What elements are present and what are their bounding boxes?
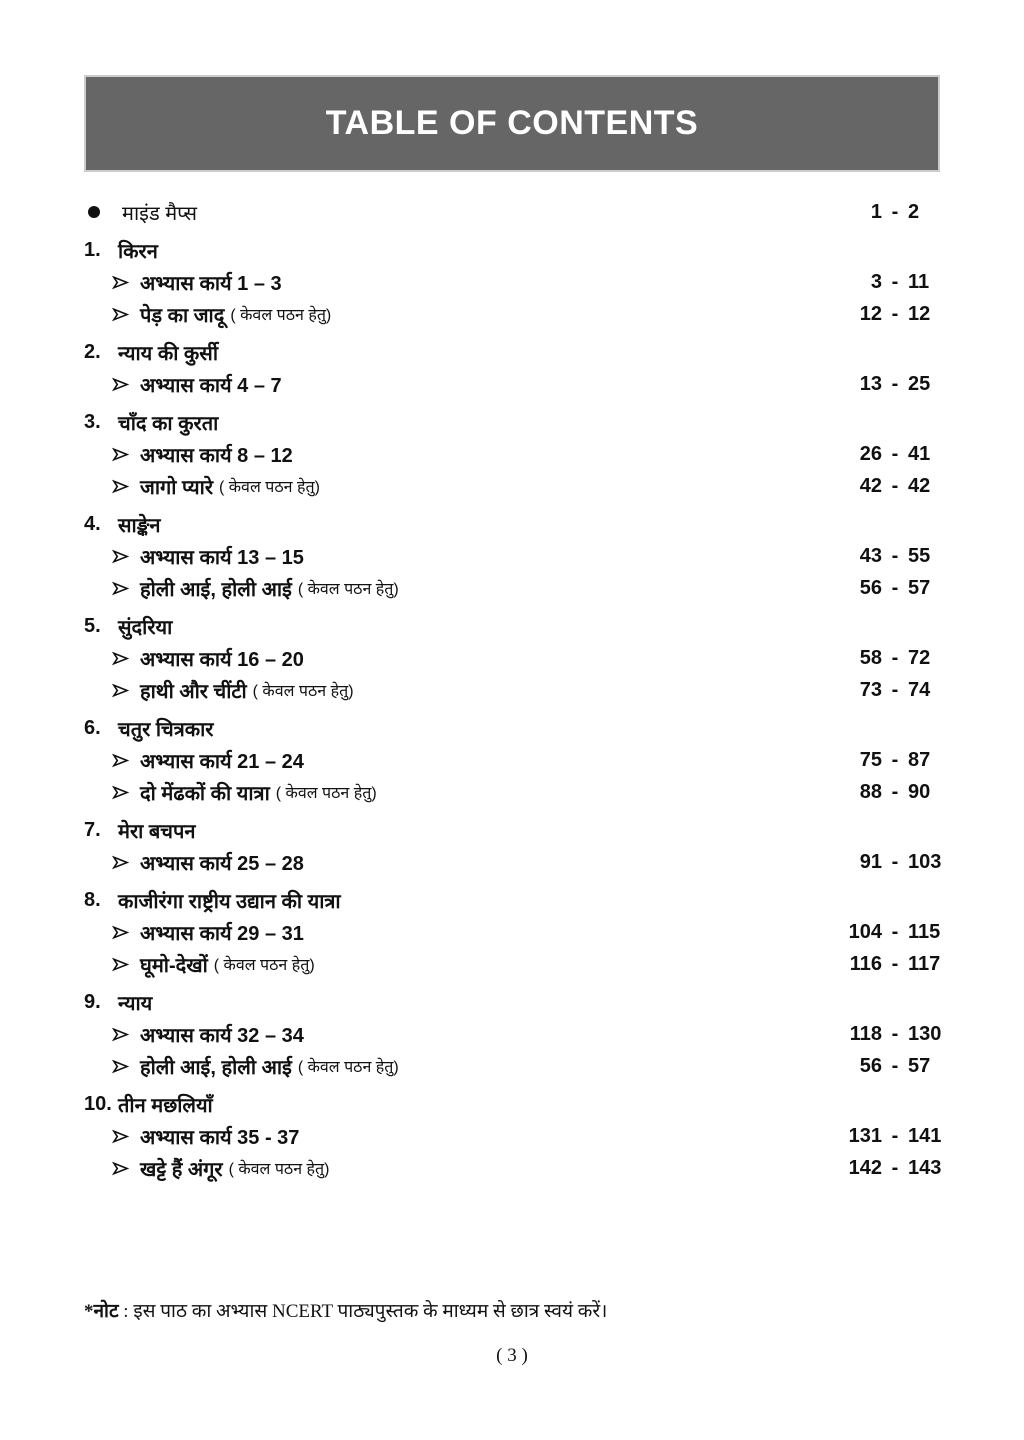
arrowhead-right-icon [112, 1026, 140, 1043]
page-dash: - [891, 748, 899, 771]
sub-item-label: जागो प्यारे [140, 476, 213, 499]
chapter-number: 10. [84, 1092, 112, 1115]
chapter-title: तीन मछलियाँ [118, 1094, 213, 1117]
footnote-text: : इस पाठ का अभ्यास NCERT पाठ्यपुस्तक के माध्यम से छात्र स्वयं करें। [118, 1301, 608, 1322]
chapter-title: चतुर चित्रकार [118, 718, 214, 741]
page-start: 12 [859, 302, 882, 325]
page-start: 75 [859, 748, 882, 771]
toc-sub-row [84, 266, 944, 298]
toc-sub-row [84, 298, 944, 330]
page-dash: - [891, 920, 899, 943]
toc-chapter-row [84, 610, 944, 642]
page-start: 118 [849, 1022, 882, 1045]
page-end: 41 [908, 442, 931, 465]
chapter-title: चाँद का कुरता [118, 412, 219, 435]
sub-item-label: होली आई, होली आई [140, 578, 292, 601]
toc-sub-row [84, 642, 944, 674]
arrowhead-right-icon [112, 376, 140, 393]
arrowhead-right-icon [112, 548, 140, 565]
toc-sub-row [84, 1050, 944, 1082]
arrowhead-right-icon [112, 924, 140, 941]
page-dash: - [891, 646, 899, 669]
page-dash: - [891, 678, 899, 701]
page-end: 130 [908, 1022, 942, 1045]
page-dash: - [891, 302, 899, 325]
sub-item-label: अभ्यास कार्य 21 – 24 [140, 750, 304, 773]
page-start: 73 [859, 678, 882, 701]
page-end: 57 [908, 1054, 931, 1077]
page-dash: - [891, 200, 899, 223]
page-start: 3 [870, 270, 882, 293]
toc-chapter-row [84, 986, 944, 1018]
toc-sub-row [84, 948, 944, 980]
arrowhead-right-icon [112, 446, 140, 463]
sub-item-label: अभ्यास कार्य 32 – 34 [140, 1024, 304, 1047]
page-dash: - [891, 372, 899, 395]
page-dash: - [891, 1054, 899, 1077]
chapter-number: 9. [84, 990, 101, 1013]
page-start: 42 [859, 474, 882, 497]
page-dash: - [891, 474, 899, 497]
sub-item-label: दो मेंढकों की यात्रा [140, 782, 270, 805]
page-end: 87 [908, 748, 931, 771]
toc-chapter-row [84, 712, 944, 744]
toc-sub-row [84, 1120, 944, 1152]
page-end: 141 [908, 1124, 942, 1147]
page-end: 74 [908, 678, 931, 701]
sub-item-label: अभ्यास कार्य 13 – 15 [140, 546, 304, 569]
toc-sub-row [84, 776, 944, 808]
chapter-title: साङ्केन [118, 514, 161, 537]
page-start: 104 [848, 920, 882, 943]
page-end: 115 [908, 920, 941, 943]
chapter-title: काजीरंगा राष्ट्रीय उद्यान की यात्रा [118, 890, 341, 913]
page-end: 143 [908, 1156, 942, 1179]
chapter-title: न्याय [118, 992, 153, 1015]
sub-item-label: अभ्यास कार्य 16 – 20 [140, 648, 304, 671]
sub-item-note: ( केवल पठन हेतु) [213, 957, 315, 974]
page-title: TABLE OF CONTENTS [325, 104, 699, 142]
sub-item-label: होली आई, होली आई [140, 1056, 292, 1079]
page-dash: - [891, 850, 899, 873]
page-dash: - [891, 952, 899, 975]
page-end: 42 [908, 474, 931, 497]
chapter-number: 4. [84, 512, 101, 535]
sub-item-label: अभ्यास कार्य 35 - 37 [140, 1126, 300, 1149]
arrowhead-right-icon [112, 274, 140, 291]
arrowhead-right-icon [112, 650, 140, 667]
toc-chapter-row [84, 814, 944, 846]
arrowhead-right-icon [112, 580, 140, 597]
toc-sub-row [84, 1018, 944, 1050]
sub-item-note: ( केवल पठन हेतु) [297, 581, 399, 598]
chapter-title: मेरा बचपन [118, 820, 196, 843]
page-start: 56 [859, 1054, 882, 1077]
sub-item-label: अभ्यास कार्य 29 – 31 [140, 922, 304, 945]
arrowhead-right-icon [112, 784, 140, 801]
page-start: 116 [849, 952, 882, 975]
page-dash: - [891, 576, 899, 599]
toc-intro-row [84, 196, 944, 228]
table-of-contents [84, 196, 944, 1184]
chapter-number: 8. [84, 888, 101, 911]
toc-sub-row [84, 438, 944, 470]
toc-sub-row [84, 540, 944, 572]
toc-chapter-row [84, 1088, 944, 1120]
page-start: 13 [859, 372, 882, 395]
page-start: 1 [870, 200, 882, 223]
page-start: 58 [859, 646, 882, 669]
page-end: 55 [908, 544, 931, 567]
page-end: 2 [908, 200, 920, 223]
arrowhead-right-icon [112, 752, 140, 769]
page-dash: - [891, 544, 899, 567]
page-dash: - [891, 270, 899, 293]
arrowhead-right-icon [112, 306, 140, 323]
arrowhead-right-icon [112, 1058, 140, 1075]
toc-chapter-row [84, 336, 944, 368]
toc-sub-row [84, 916, 944, 948]
intro-label: माइंड मैप्स [122, 202, 197, 225]
sub-item-note: ( केवल पठन हेतु) [275, 785, 377, 802]
arrowhead-right-icon [112, 478, 140, 495]
sub-item-label: अभ्यास कार्य 4 – 7 [140, 374, 282, 397]
page-dash: - [891, 1156, 899, 1179]
toc-chapter-row [84, 406, 944, 438]
arrowhead-right-icon [112, 854, 140, 871]
header-bar [84, 75, 940, 172]
chapter-title: किरन [118, 240, 158, 263]
arrowhead-right-icon [112, 956, 140, 973]
toc-chapter-row [84, 234, 944, 266]
chapter-number: 5. [84, 614, 101, 637]
page-start: 142 [848, 1156, 882, 1179]
page-end: 72 [908, 646, 931, 669]
chapter-number: 6. [84, 716, 101, 739]
page-end: 90 [908, 780, 931, 803]
page-end: 103 [908, 850, 942, 873]
page-end: 57 [908, 576, 931, 599]
chapter-number: 7. [84, 818, 101, 841]
page-dash: - [891, 442, 899, 465]
page-end: 117 [908, 952, 941, 975]
toc-chapter-row [84, 884, 944, 916]
arrowhead-right-icon [112, 1128, 140, 1145]
page-number: ( 3 ) [496, 1345, 528, 1366]
toc-sub-row [84, 674, 944, 706]
page-dash: - [891, 1022, 899, 1045]
page-start: 43 [859, 544, 882, 567]
toc-sub-row [84, 572, 944, 604]
sub-item-label: घूमो-देखों [140, 954, 208, 977]
chapter-title: सुंदरिया [118, 616, 173, 639]
toc-chapter-row [84, 508, 944, 540]
sub-item-note: ( केवल पठन हेतु) [252, 683, 354, 700]
page-start: 56 [859, 576, 882, 599]
arrowhead-right-icon [112, 682, 140, 699]
toc-sub-row [84, 744, 944, 776]
page-start: 26 [859, 442, 882, 465]
chapter-number: 1. [84, 238, 101, 261]
toc-sub-row [84, 368, 944, 400]
sub-item-label: अभ्यास कार्य 8 – 12 [140, 444, 293, 467]
sub-item-note: ( केवल पठन हेतु) [230, 307, 332, 324]
sub-item-note: ( केवल पठन हेतु) [228, 1161, 330, 1178]
chapter-title: न्याय की कुर्सी [118, 342, 218, 365]
arrowhead-right-icon [112, 1160, 140, 1177]
toc-sub-row [84, 470, 944, 502]
sub-item-label: खट्टे हैं अंगूर [140, 1158, 223, 1181]
page-start: 88 [859, 780, 882, 803]
page-start: 91 [859, 850, 882, 873]
sub-item-note: ( केवल पठन हेतु) [297, 1059, 399, 1076]
page-end: 11 [908, 270, 930, 293]
footnote [84, 1300, 964, 1324]
page-dash: - [891, 780, 899, 803]
chapter-number: 3. [84, 410, 101, 433]
page-start: 131 [848, 1124, 882, 1147]
chapter-number: 2. [84, 340, 101, 363]
page-dash: - [891, 1124, 899, 1147]
sub-item-label: हाथी और चींटी [140, 680, 247, 703]
sub-item-label: पेड़ का जादू [140, 304, 225, 327]
circle-bullet-icon [88, 206, 100, 218]
toc-sub-row [84, 1152, 944, 1184]
page-end: 25 [908, 372, 931, 395]
sub-item-note: ( केवल पठन हेतु) [219, 479, 320, 496]
toc-sub-row [84, 846, 944, 878]
page-end: 12 [908, 302, 931, 325]
footnote-prefix: *नोट [84, 1301, 119, 1322]
sub-item-label: अभ्यास कार्य 25 – 28 [140, 852, 304, 875]
sub-item-label: अभ्यास कार्य 1 – 3 [140, 272, 282, 295]
